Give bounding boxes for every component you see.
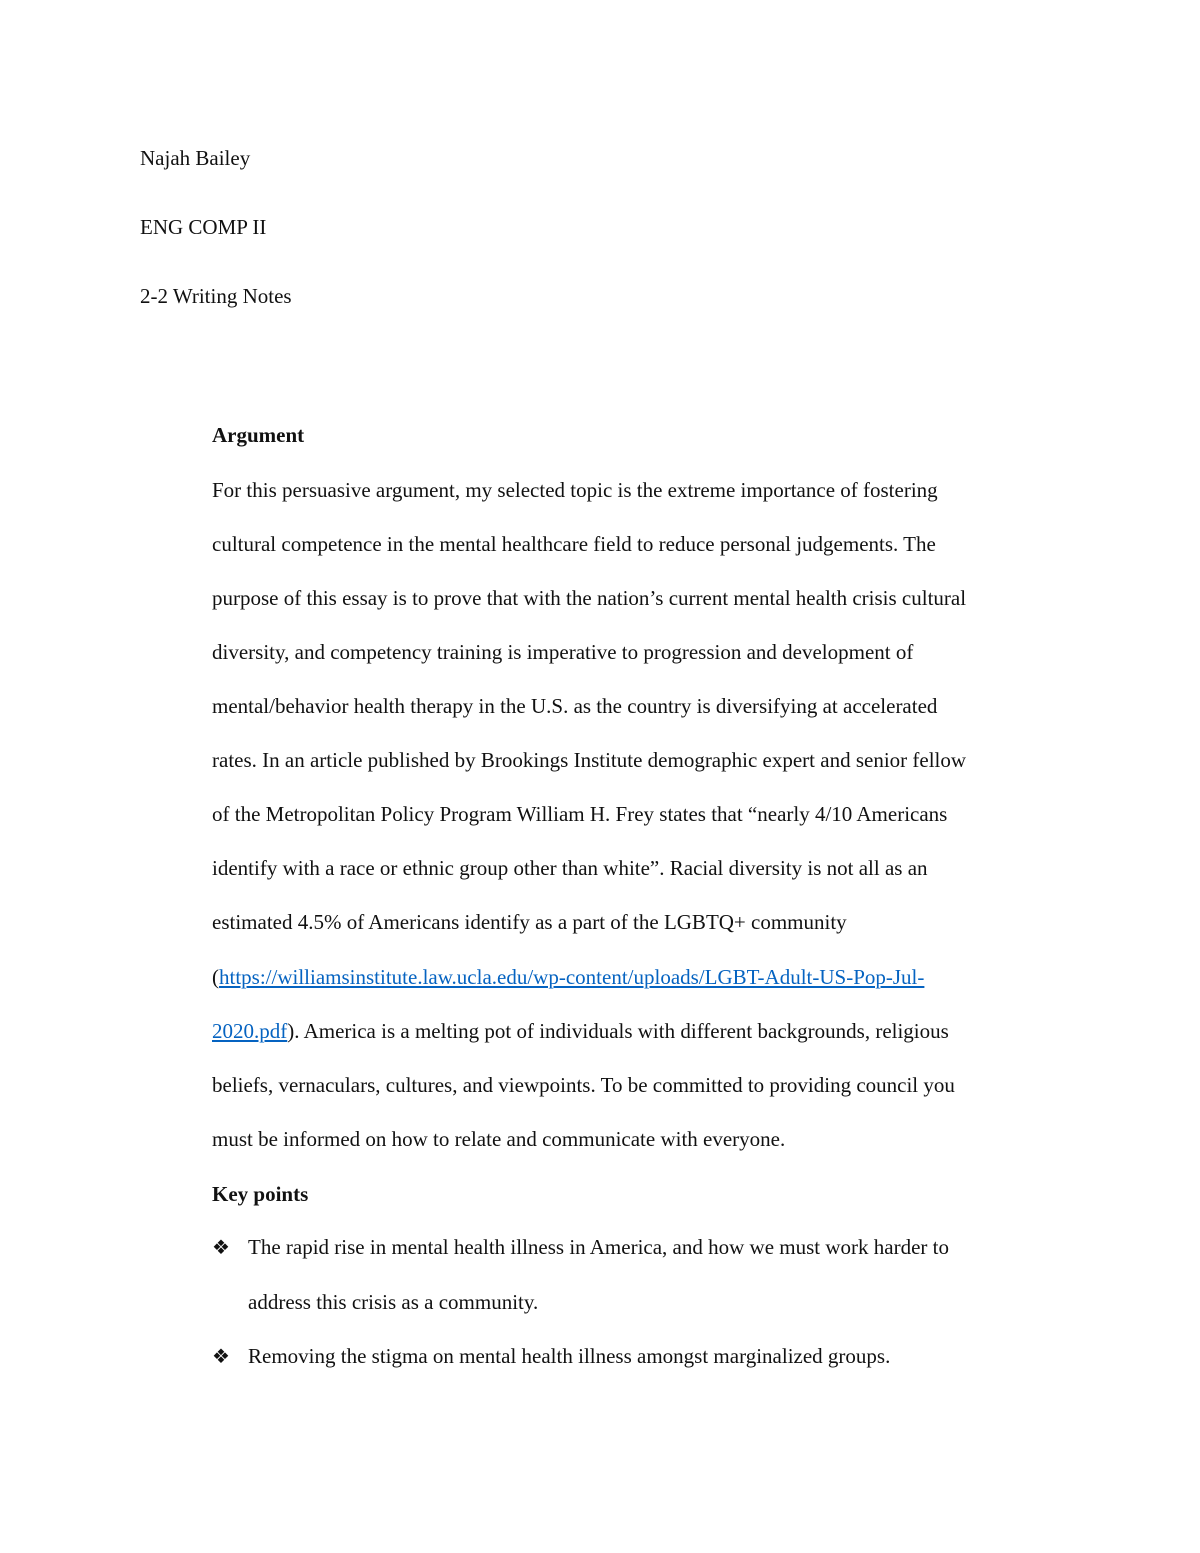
course-name: ENG COMP II: [140, 215, 267, 239]
argument-line: cultural competence in the mental healthcare field to reduce personal judgements. The: [212, 532, 936, 556]
citation-link[interactable]: https://williamsinstitute.law.ucla.edu/wp-content/uploads/LGBT-Adult-US-Pop-Jul-: [219, 965, 925, 989]
argument-heading: Argument: [212, 423, 305, 447]
key-point-item: Removing the stigma on mental health illness amongst marginalized groups.: [248, 1344, 891, 1368]
argument-line: mental/behavior health therapy in the U.S. as the country is diversifying at accelerated: [212, 694, 938, 718]
argument-line: estimated 4.5% of Americans identify as a part of the LGBTQ+ community: [212, 910, 847, 934]
assignment-title: 2-2 Writing Notes: [140, 284, 292, 308]
argument-line: must be informed on how to relate and communicate with everyone.: [212, 1127, 786, 1151]
student-name: Najah Bailey: [140, 146, 251, 170]
argument-line: of the Metropolitan Policy Program William H. Frey states that “nearly 4/10 Americans: [212, 802, 948, 826]
key-point-item-continued: address this crisis as a community.: [248, 1290, 539, 1314]
key-points-heading: Key points: [212, 1182, 309, 1206]
open-paren: (: [212, 965, 219, 989]
diamond-bullet-icon: ❖: [212, 1344, 230, 1368]
diamond-bullet-icon: ❖: [212, 1235, 230, 1259]
citation-line: [212, 963, 924, 991]
citation-link-end[interactable]: 2020.pdf: [212, 1019, 288, 1043]
argument-line: ). America is a melting pot of individuals with different backgrounds, religious: [287, 1019, 949, 1043]
argument-line: rates. In an article published by Brookings Institute demographic expert and senior fellow: [212, 748, 967, 772]
argument-line: beliefs, vernaculars, cultures, and viewpoints. To be committed to providing council you: [212, 1073, 955, 1097]
argument-line: identify with a race or ethnic group other than white”. Racial diversity is not all as an: [212, 856, 928, 880]
argument-line: For this persuasive argument, my selected topic is the extreme importance of fostering: [212, 478, 938, 502]
argument-line: diversity, and competency training is imperative to progression and development of: [212, 640, 914, 664]
key-point-item: The rapid rise in mental health illness in America, and how we must work harder to: [248, 1235, 949, 1259]
argument-line: purpose of this essay is to prove that with the nation’s current mental health crisis cultural: [212, 586, 967, 610]
citation-line-continued: [212, 1017, 949, 1045]
